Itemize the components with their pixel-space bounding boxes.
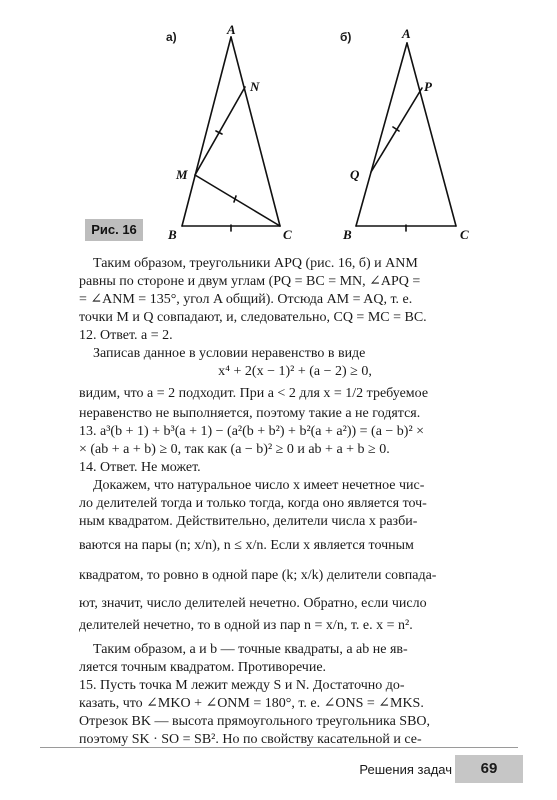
text-line: ным квадратом. Действительно, делители числа x разби- xyxy=(79,514,418,529)
subfigure-a-label: а) xyxy=(166,30,177,44)
answer-12-heading: 12. Ответ. a = 2. xyxy=(79,328,173,343)
label-right-c: C xyxy=(460,227,469,242)
left-segment-mn xyxy=(195,87,245,175)
text-line: делителей нечетно, то в одной из пар n = x/n, т. е. x = n². xyxy=(79,618,413,633)
text-line: Докажем, что натуральное число x имеет нечетное чис- xyxy=(93,478,425,493)
text-line: ло делителей тогда и только тогда, когда оно является точ- xyxy=(79,496,427,511)
text-line: квадратом, то ровно в одной паре (k; x/k) делители совпада- xyxy=(79,568,437,583)
figure-16-drawing xyxy=(0,0,557,245)
left-side-ab xyxy=(182,37,231,226)
text-line: Таким образом, треугольники APQ (рис. 16, б) и ANM xyxy=(93,256,418,271)
subfigure-b-label: б) xyxy=(340,30,352,44)
label-left-n: N xyxy=(250,79,260,94)
label-right-b: B xyxy=(343,227,352,242)
text-line: равны по стороне и двум углам (PQ = BC = MN, ∠APQ = xyxy=(79,274,421,289)
text-line: = ∠ANM = 135°, угол A общий). Отсюда AM = AQ, т. е. xyxy=(79,292,413,307)
right-side-ab xyxy=(356,43,407,226)
footer-rule xyxy=(40,747,518,748)
text-line: ляется точным квадратом. Противоречие. xyxy=(79,660,327,675)
text-line: неравенство не выполняется, поэтому такие a не годятся. xyxy=(79,406,421,421)
footer-section-title: Решения задач xyxy=(359,762,452,777)
text-line: ваются на пары (n; x/n), n ≤ x/n. Если x является точным xyxy=(79,538,414,553)
text-line: точки M и Q совпадают, и, следовательно, CQ = MC = BC. xyxy=(79,310,427,325)
text-line: Таким образом, a и b — точные квадраты, a ab не яв- xyxy=(93,642,408,657)
left-side-ac xyxy=(231,37,280,226)
text-line: видим, что a = 2 подходит. При a < 2 для x = 1/2 требуемое xyxy=(79,386,429,401)
text-line: казать, что ∠MKO + ∠ONM = 180°, т. е. ∠ONS = ∠MKS. xyxy=(79,696,424,711)
left-segment-mc xyxy=(195,175,280,226)
figure-caption: Рис. 16 xyxy=(85,219,143,241)
label-left-c: C xyxy=(283,227,292,242)
page-number: 69 xyxy=(455,755,523,783)
text-line: ют, значит, число делителей нечетно. Обратно, если число xyxy=(79,596,427,611)
label-right-p: P xyxy=(424,79,432,94)
answer-14-heading: 14. Ответ. Не может. xyxy=(79,460,201,475)
inequality-formula: x⁴ + 2(x − 1)² + (a − 2) ≥ 0, xyxy=(218,364,372,379)
answer-15-heading: 15. Пусть точка M лежит между S и N. Достаточно до- xyxy=(79,678,405,693)
text-line: × (ab + a + b) ≥ 0, так как (a − b)² ≥ 0 и ab + a + b ≥ 0. xyxy=(79,442,390,457)
label-left-b: B xyxy=(168,227,177,242)
answer-13-formula: 13. a³(b + 1) + b³(a + 1) − (a²(b + b²) + b²(a + a²)) = (a − b)² × xyxy=(79,424,425,439)
label-left-a: A xyxy=(227,22,236,37)
text-line: Отрезок BK — высота прямоугольного треугольника SBO, xyxy=(79,714,431,729)
text-line: Записав данное в условии неравенство в виде xyxy=(93,346,366,361)
label-left-m: M xyxy=(176,167,188,182)
label-right-q: Q xyxy=(350,167,360,182)
label-right-a: A xyxy=(402,26,411,41)
right-side-ac xyxy=(407,43,456,226)
text-line: поэтому SK · SO = SB². Но по свойству касательной и се- xyxy=(79,732,422,747)
